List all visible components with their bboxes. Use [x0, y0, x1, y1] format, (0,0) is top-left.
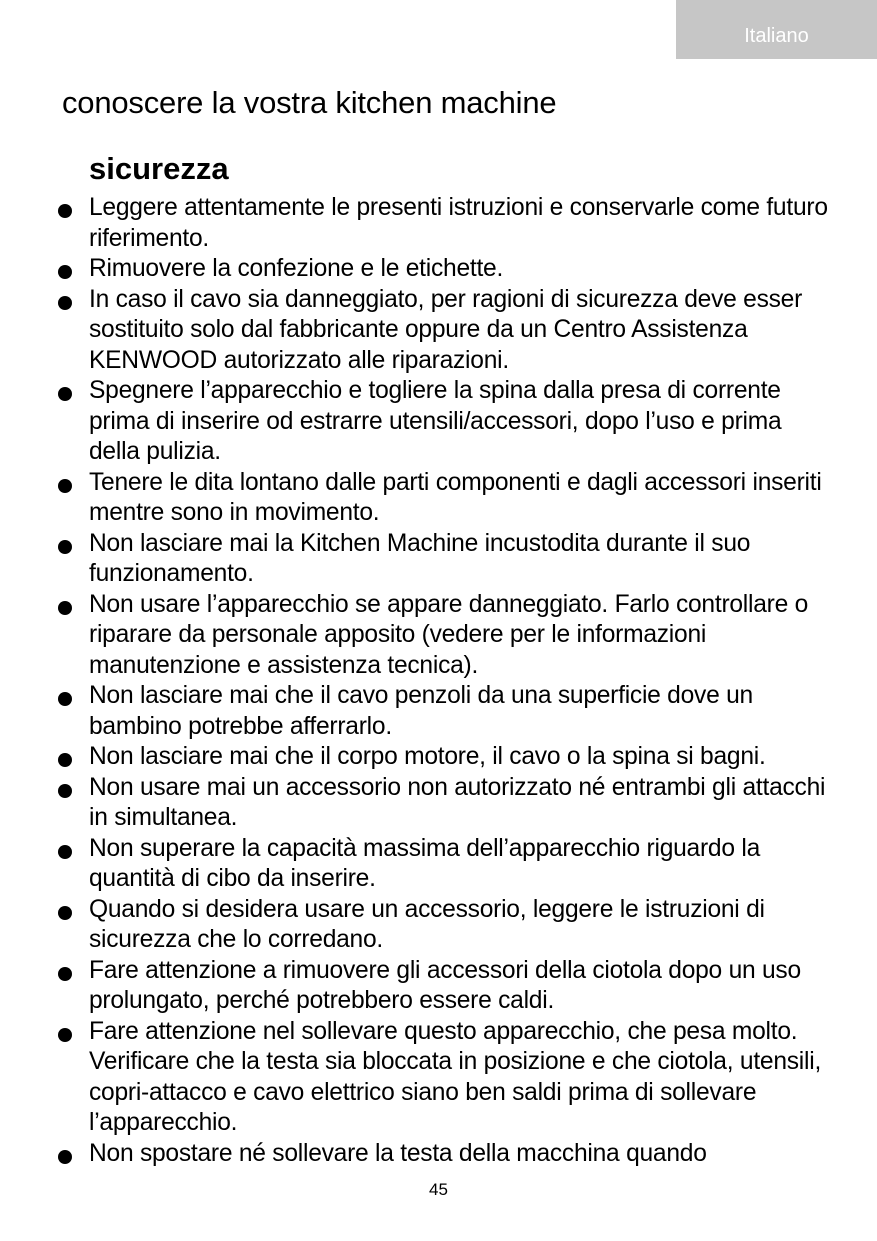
list-item-text: Spegnere l’apparecchio e togliere la spina dalla presa di corrente prima di inserire od estrarre utensili/accessori, dopo l’uso e prima della pulizia.	[89, 377, 782, 465]
list-item-text: Tenere le dita lontano dalle parti componenti e dagli accessori inseriti mentre sono in movimento.	[89, 468, 822, 526]
bullet-icon	[58, 967, 72, 981]
list-item	[0, 254, 877, 285]
list-item-text: Non spostare né sollevare la testa della macchina quando	[89, 1139, 707, 1167]
list-item	[0, 529, 877, 590]
bullet-icon	[58, 204, 72, 218]
bullet-icon	[58, 906, 72, 920]
section-title: sicurezza	[89, 151, 229, 186]
bullet-icon	[58, 1028, 72, 1042]
list-item-text: Non usare l’apparecchio se appare danneggiato. Farlo controllare o riparare da personale apposito (vedere per le informazioni manutenzione e assistenza tecnica).	[89, 590, 809, 679]
list-item	[0, 681, 877, 742]
bullet-icon	[58, 265, 72, 279]
list-item	[0, 590, 877, 682]
list-item	[0, 285, 877, 377]
list-item	[0, 834, 877, 895]
bullet-icon	[58, 753, 72, 767]
list-item-text: Non lasciare mai che il cavo penzoli da una superficie dove un bambino potrebbe afferrarlo.	[89, 682, 753, 740]
list-item-text: In caso il cavo sia danneggiato, per ragioni di sicurezza deve esser sostituito solo dal fabbricante oppure da un Centro Assistenza KENWOOD autorizzato alle riparazioni.	[89, 285, 803, 374]
language-tab: Italiano	[676, 0, 877, 59]
page-title: conoscere la vostra kitchen machine	[62, 85, 557, 120]
list-item-text: Non lasciare mai la Kitchen Machine incustodita durante il suo funzionamento.	[89, 529, 751, 587]
bullet-icon	[58, 845, 72, 859]
page-number: 45	[429, 1180, 448, 1199]
list-item	[0, 376, 877, 468]
bullet-icon	[58, 692, 72, 706]
list-item	[0, 468, 877, 529]
bullet-icon	[58, 479, 72, 493]
bullet-icon	[58, 540, 72, 554]
list-item	[0, 1139, 877, 1170]
list-item-text: Non superare la capacità massima dell’apparecchio riguardo la quantità di cibo da inserire.	[89, 834, 761, 892]
list-item	[0, 956, 877, 1017]
list-item	[0, 193, 877, 254]
bullet-icon	[58, 296, 72, 310]
list-item-text: Non usare mai un accessorio non autorizzato né entrambi gli attacchi in simultanea.	[89, 773, 826, 831]
list-item	[0, 742, 877, 773]
list-item-text: Quando si desidera usare un accessorio, leggere le istruzioni di sicurezza che lo corredano.	[89, 895, 765, 953]
list-item-text: Fare attenzione a rimuovere gli accessori della ciotola dopo un uso prolungato, perché potrebbero essere caldi.	[89, 956, 801, 1014]
list-item-text: Fare attenzione nel sollevare questo apparecchio, che pesa molto. Verificare che la testa sia bloccata in posizione e che ciotola, utensili, copri-attacco e cavo elettrico siano ben saldi prima di sollevare l’apparecchio.	[89, 1017, 822, 1136]
bullet-icon	[58, 1150, 72, 1164]
bullet-icon	[58, 387, 72, 401]
bullet-icon	[58, 784, 72, 798]
list-item	[0, 895, 877, 956]
list-item-text: Leggere attentamente le presenti istruzioni e conservarle come futuro riferimento.	[89, 194, 828, 252]
list-item	[0, 1017, 877, 1139]
list-item-text: Rimuovere la confezione e le etichette.	[89, 255, 504, 282]
bullet-icon	[58, 601, 72, 615]
list-item-text: Non lasciare mai che il corpo motore, il cavo o la spina si bagni.	[89, 743, 766, 770]
safety-bullet-list	[0, 193, 877, 1169]
list-item	[0, 773, 877, 834]
